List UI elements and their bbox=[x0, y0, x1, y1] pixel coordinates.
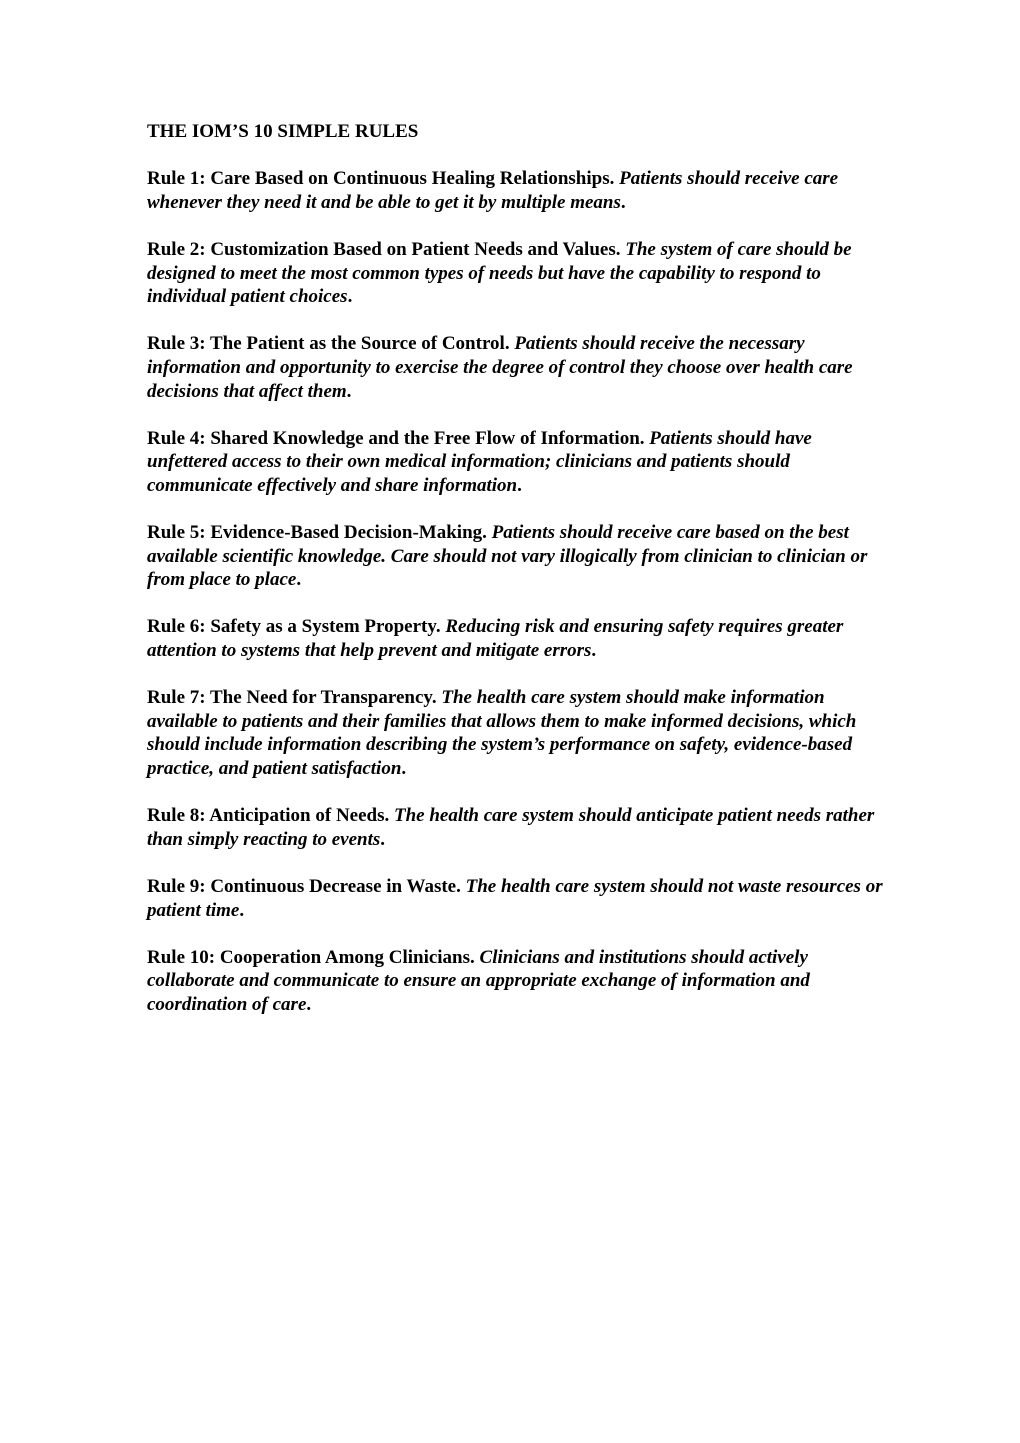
rule-description: Patients should receive care whenever they need it and be able to get it by multiple means bbox=[147, 168, 839, 213]
rule-2 bbox=[147, 238, 887, 309]
rule-8 bbox=[147, 804, 887, 851]
rule-6 bbox=[147, 615, 887, 662]
rule-end-mark: . bbox=[306, 993, 312, 1015]
rule-heading: Rule 10: Cooperation Among Clinicians. bbox=[147, 946, 475, 968]
rule-end-mark: . bbox=[591, 640, 597, 662]
rule-end-mark: . bbox=[347, 286, 353, 308]
rule-end-mark: . bbox=[296, 569, 302, 591]
rule-end-mark: . bbox=[380, 828, 386, 850]
rule-4 bbox=[147, 427, 887, 498]
document-content bbox=[147, 120, 887, 1040]
rule-heading: Rule 6: Safety as a System Property. bbox=[147, 616, 441, 638]
rule-heading: Rule 8: Anticipation of Needs. bbox=[147, 805, 390, 827]
rule-7 bbox=[147, 686, 887, 780]
rule-end-mark: . bbox=[517, 474, 522, 496]
rule-3 bbox=[147, 332, 887, 403]
rule-description: The system of care should be designed to meet the most common types of needs but have the capability to respond to individual patient choices bbox=[147, 238, 852, 308]
rule-heading: Rule 1: Care Based on Continuous Healing Relationships. bbox=[147, 168, 615, 190]
rule-heading: Rule 7: The Need for Transparency. bbox=[147, 687, 437, 709]
rule-description: The health care system should make information available to patients and their families that allows them to make informed decisions, which should include information describing the system’s performance on safety, evidence-based practice, and patient satisfaction bbox=[147, 687, 857, 780]
rule-9 bbox=[147, 875, 887, 922]
rule-description: Patients should receive the necessary information and opportunity to exercise the degree of control they choose over health care decisions that affect them bbox=[147, 333, 853, 402]
rule-end-mark: . bbox=[620, 191, 626, 213]
rule-heading: Rule 4: Shared Knowledge and the Free Flow of Information. bbox=[147, 427, 645, 449]
rule-description: Patients should have unfettered access to their own medical information; clinicians and patients should communicate effectively and share information bbox=[147, 427, 812, 496]
document-title: THE IOM’S 10 SIMPLE RULES bbox=[147, 121, 419, 142]
rule-description: Patients should receive care based on the best available scientific knowledge. Care should not vary illogically from clinician to clinician or from place to place bbox=[147, 522, 868, 591]
rule-heading: Rule 9: Continuous Decrease in Waste. bbox=[147, 876, 461, 897]
rule-end-mark: . bbox=[346, 380, 352, 402]
rule-end-mark: . bbox=[401, 758, 407, 780]
rule-heading: Rule 2: Customization Based on Patient Needs and Values. bbox=[147, 238, 621, 260]
rule-description: Clinicians and institutions should actively collaborate and communicate to ensure an appropriate exchange of information and coordination of care bbox=[147, 946, 810, 1015]
rule-description: The health care system should not waste resources or patient time bbox=[147, 876, 883, 921]
rule-description: Reducing risk and ensuring safety requires greater attention to systems that help prevent and mitigate errors bbox=[147, 616, 844, 662]
rule-heading: Rule 3: The Patient as the Source of Control. bbox=[147, 333, 510, 355]
rule-description: The health care system should anticipate patient needs rather than simply reacting to events bbox=[147, 805, 875, 850]
rule-5 bbox=[147, 521, 887, 592]
rule-heading: Rule 5: Evidence-Based Decision-Making. bbox=[147, 522, 487, 544]
rule-10 bbox=[147, 946, 887, 1017]
rule-1 bbox=[147, 167, 887, 214]
rule-end-mark: . bbox=[239, 899, 245, 921]
